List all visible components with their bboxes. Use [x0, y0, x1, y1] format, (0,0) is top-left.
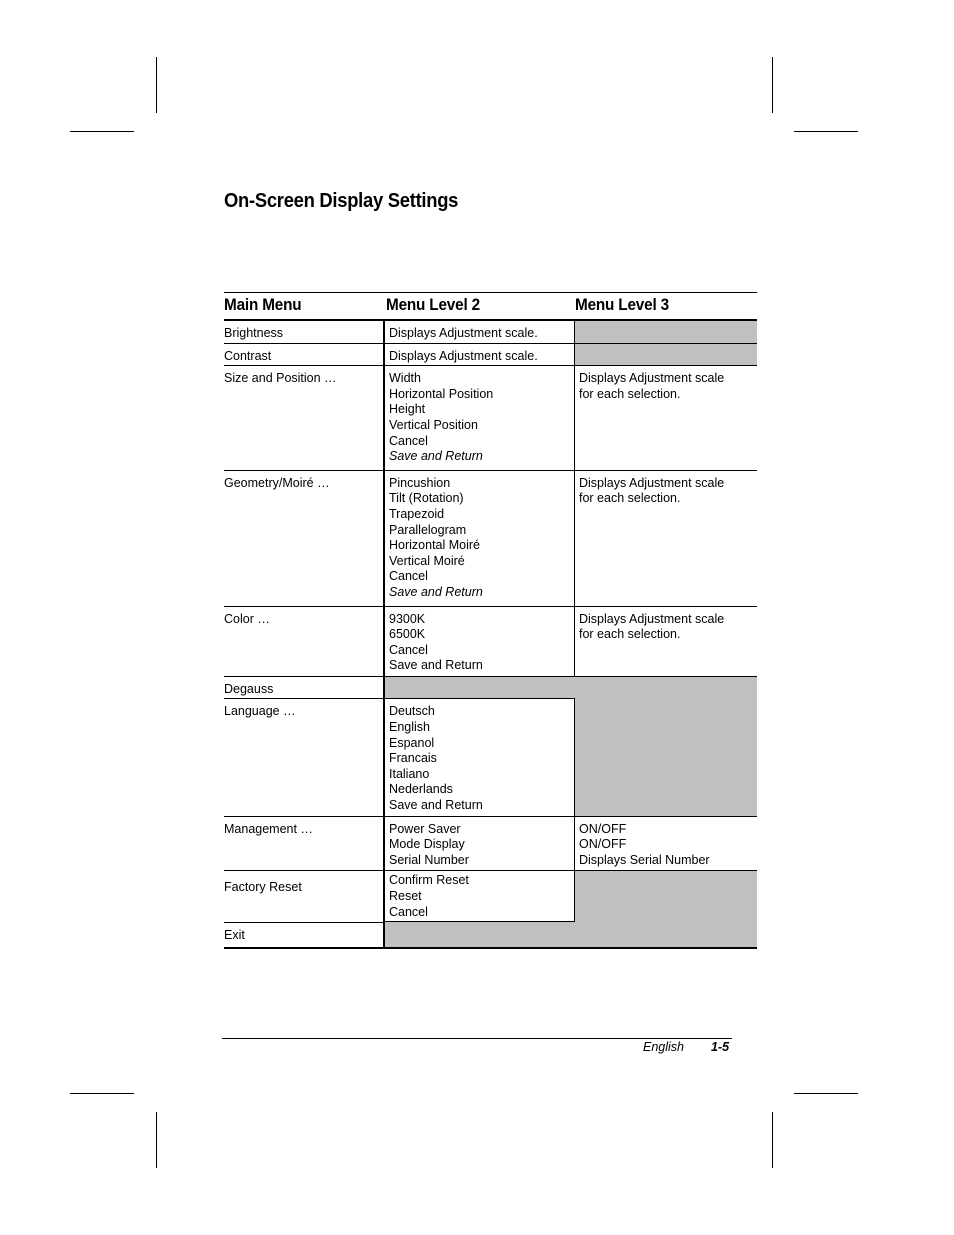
header-rule [224, 292, 757, 293]
crop-mark [794, 131, 858, 132]
level2-color: 9300K 6500K Cancel Save and Return [385, 606, 575, 676]
main-menu-color: Color … [224, 606, 385, 676]
main-menu-brightness: Brightness [224, 321, 385, 343]
main-menu-degauss: Degauss [224, 676, 385, 699]
main-menu-language: Language … [224, 698, 385, 815]
level3-factory-reset-empty [575, 870, 757, 922]
level2-management: Power Saver Mode Display Serial Number [385, 816, 575, 871]
level2-language: Deutsch English Espanol Francais Italiano Nederlands Save and Return [385, 698, 575, 815]
level2-brightness: Displays Adjustment scale. [385, 321, 575, 343]
level3-size-position: Displays Adjustment scale for each selection. [575, 365, 757, 470]
main-menu-contrast: Contrast [224, 343, 385, 366]
column-header-menu-level-3: Menu Level 3 [575, 295, 669, 314]
osd-settings-table [224, 319, 757, 949]
level3-contrast-empty [575, 343, 757, 366]
column-header-main-menu: Main Menu [224, 295, 302, 314]
footer-rule [222, 1038, 732, 1039]
main-menu-geometry-moire: Geometry/Moiré … [224, 470, 385, 606]
crop-mark [70, 1093, 134, 1094]
level2-contrast: Displays Adjustment scale. [385, 343, 575, 366]
level2-level3-exit-empty [385, 922, 757, 947]
level2-geometry-moire: Pincushion Tilt (Rotation) Trapezoid Parallelogram Horizontal Moiré Vertical Moiré Cancel Save and Return [385, 470, 575, 606]
main-menu-management: Management … [224, 816, 385, 871]
crop-mark [156, 1112, 157, 1168]
level3-geometry-moire: Displays Adjustment scale for each selection. [575, 470, 757, 606]
main-menu-exit: Exit [224, 922, 385, 947]
level2-factory-reset: Confirm Reset Reset Cancel [385, 870, 575, 922]
column-header-menu-level-2: Menu Level 2 [386, 295, 480, 314]
level2-level3-degauss-empty [385, 676, 757, 699]
crop-mark [772, 57, 773, 113]
crop-mark [772, 1112, 773, 1168]
main-menu-size-position: Size and Position … [224, 365, 385, 470]
crop-mark [156, 57, 157, 113]
page-title: On-Screen Display Settings [224, 190, 459, 212]
footer-language: English [643, 1040, 684, 1054]
level2-size-position: Width Horizontal Position Height Vertical Position Cancel Save and Return [385, 365, 575, 470]
level3-management: ON/OFF ON/OFF Displays Serial Number [575, 816, 757, 871]
crop-mark [70, 131, 134, 132]
level3-language-empty [575, 698, 757, 815]
crop-mark [794, 1093, 858, 1094]
main-menu-factory-reset: Factory Reset [224, 870, 385, 922]
level3-color: Displays Adjustment scale for each selection. [575, 606, 757, 676]
level3-brightness-empty [575, 321, 757, 343]
page-number: 1-5 [711, 1040, 730, 1054]
